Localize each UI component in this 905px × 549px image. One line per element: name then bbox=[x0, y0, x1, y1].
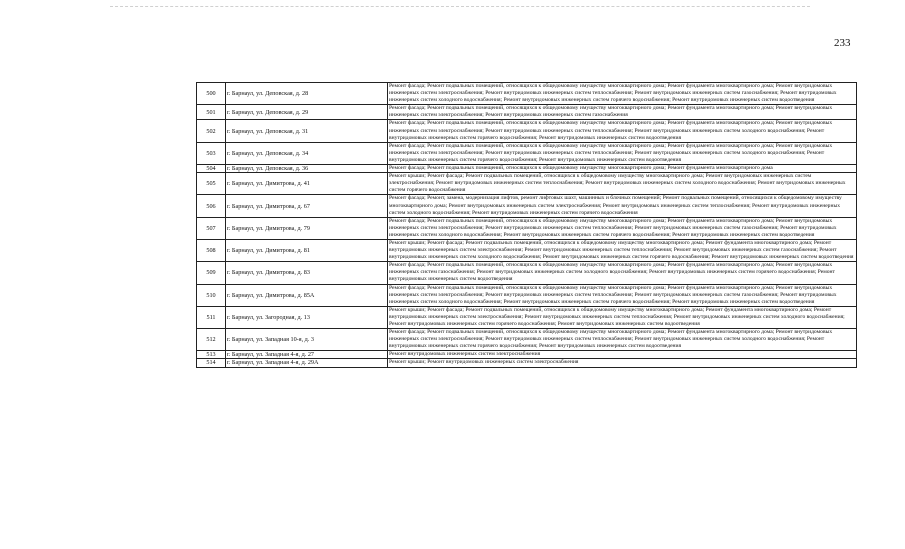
page-number: 233 bbox=[834, 37, 851, 49]
row-address: г. Барнаул, ул. Деповская, д. 28 bbox=[226, 83, 388, 105]
table-row bbox=[197, 284, 857, 306]
row-works: Ремонт крыши; Ремонт внутридомовых инженерных систем электроснабжения bbox=[388, 359, 857, 367]
row-works: Ремонт фасада; Ремонт подвальных помещений, относящихся к общедомовому имуществу многоквартирного дома; Ремонт фундамента многоквартирного дома; Ремонт внутридомовых инженерных систем электроснабжения; Ремонт внутридомовых инженерных систем газоснабжения bbox=[388, 105, 857, 120]
table-row bbox=[197, 351, 857, 359]
row-address: г. Барнаул, ул. Западная 4-я, д. 27 bbox=[226, 351, 388, 359]
table-row bbox=[197, 359, 857, 367]
row-number: 508 bbox=[197, 239, 226, 261]
row-address: г. Барнаул, ул. Западная 4-я, д. 29А bbox=[226, 359, 388, 367]
repair-registry-table bbox=[196, 82, 857, 368]
table-row bbox=[197, 173, 857, 195]
row-number: 514 bbox=[197, 359, 226, 367]
table-row bbox=[197, 165, 857, 173]
row-works: Ремонт фасада; Ремонт подвальных помещений, относящихся к общедомовому имуществу многоквартирного дома; Ремонт фундамента многоквартирного дома; Ремонт внутридомовых инженерных систем электроснабжения; Ремонт внутридомовых инженерных систем теплоснабжения; Ремонт внутридомовых инженерных систем холодного водоснабжения; Ремонт внутридомовых инженерных систем горячего водоснабжения; Ремонт внутридомовых инженерных систем водоотведения bbox=[388, 142, 857, 164]
table-row bbox=[197, 239, 857, 261]
row-number: 512 bbox=[197, 329, 226, 351]
row-number: 510 bbox=[197, 284, 226, 306]
row-works: Ремонт фасада; Ремонт подвальных помещений, относящихся к общедомовому имуществу многоквартирного дома; Ремонт фундамента многоквартирного дома; Ремонт внутридомовых инженерных систем электроснабжения; Ремонт внутридомовых инженерных систем теплоснабжения; Ремонт внутридомовых инженерных систем газоснабжения; Ремонт внутридомовых инженерных систем холодного водоснабжения; Ремонт внутридомовых инженерных систем горячего водоснабжения; Ремонт внутридомовых инженерных систем водоотведения bbox=[388, 284, 857, 306]
row-number: 501 bbox=[197, 105, 226, 120]
table-row bbox=[197, 120, 857, 142]
row-number: 511 bbox=[197, 306, 226, 328]
row-address: г. Барнаул, ул. Димитрова, д. 79 bbox=[226, 217, 388, 239]
row-works: Ремонт крыши; Ремонт фасада; Ремонт подвальных помещений, относящихся к общедомовому имуществу многоквартирного дома; Ремонт внутридомовых инженерных систем электроснабжения; Ремонт внутридомовых инженерных систем теплоснабжения; Ремонт внутридомовых инженерных систем холодного водоснабжения; Ремонт внутридомовых инженерных систем горячего водоснабжения bbox=[388, 173, 857, 195]
table-row bbox=[197, 329, 857, 351]
row-number: 507 bbox=[197, 217, 226, 239]
row-works: Ремонт фасада; Ремонт подвальных помещений, относящихся к общедомовому имуществу многоквартирного дома; Ремонт фундамента многоквартирного дома; Ремонт внутридомовых инженерных систем электроснабжения; Ремонт внутридомовых инженерных систем теплоснабжения; Ремонт внутридомовых инженерных систем холодного водоснабжения; Ремонт внутридомовых инженерных систем горячего водоснабжения; Ремонт внутридомовых инженерных систем водоотведения bbox=[388, 329, 857, 351]
row-address: г. Барнаул, ул. Димитрова, д. 41 bbox=[226, 173, 388, 195]
row-works: Ремонт фасада; Ремонт подвальных помещений, относящихся к общедомовому имуществу многоквартирного дома; Ремонт фундамента многоквартирного дома; Ремонт внутридомовых инженерных систем электроснабжения; Ремонт внутридомовых инженерных систем теплоснабжения; Ремонт внутридомовых инженерных систем холодного водоснабжения; Ремонт внутридомовых инженерных систем горячего водоснабжения; Ремонт внутридомовых инженерных систем водоотведения bbox=[388, 120, 857, 142]
row-number: 509 bbox=[197, 262, 226, 284]
row-number: 504 bbox=[197, 165, 226, 173]
table-row bbox=[197, 105, 857, 120]
row-works: Ремонт фасада; Ремонт подвальных помещений, относящихся к общедомовому имуществу многоквартирного дома; Ремонт фундамента многоквартирного дома; Ремонт внутридомовых инженерных систем электроснабжения; Ремонт внутридомовых инженерных систем теплоснабжения; Ремонт внутридомовых инженерных систем газоснабжения; Ремонт внутридомовых инженерных систем холодного водоснабжения; Ремонт внутридомовых инженерных систем горячего водоснабжения; Ремонт внутридомовых инженерных систем водоотведения bbox=[388, 217, 857, 239]
row-address: г. Барнаул, ул. Димитрова, д. 85А bbox=[226, 284, 388, 306]
row-number: 503 bbox=[197, 142, 226, 164]
table-row bbox=[197, 83, 857, 105]
table-row bbox=[197, 195, 857, 217]
row-number: 505 bbox=[197, 173, 226, 195]
row-number: 500 bbox=[197, 83, 226, 105]
table-row bbox=[197, 306, 857, 328]
row-number: 502 bbox=[197, 120, 226, 142]
row-number: 506 bbox=[197, 195, 226, 217]
row-address: г. Барнаул, ул. Димитрова, д. 81 bbox=[226, 239, 388, 261]
registry-body bbox=[197, 83, 857, 368]
row-works: Ремонт крыши; Ремонт фасада; Ремонт подвальных помещений, относящихся к общедомовому имуществу многоквартирного дома; Ремонт фундамента многоквартирного дома; Ремонт внутридомовых инженерных систем электроснабжения; Ремонт внутридомовых инженерных систем теплоснабжения; Ремонт внутридомовых инженерных систем газоснабжения; Ремонт внутридомовых инженерных систем холодного водоснабжения; Ремонт внутридомовых инженерных систем горячего водоснабжения; Ремонт внутридомовых инженерных систем водоотведения bbox=[388, 239, 857, 261]
row-works: Ремонт фасада; Ремонт подвальных помещений, относящихся к общедомовому имуществу многоквартирного дома; Ремонт фундамента многоквартирного дома bbox=[388, 165, 857, 173]
row-works: Ремонт внутридомовых инженерных систем электроснабжения bbox=[388, 351, 857, 359]
table-row bbox=[197, 262, 857, 284]
table-row bbox=[197, 142, 857, 164]
row-works: Ремонт фасада; Ремонт, замена, модернизация лифтов, ремонт лифтовых шахт, машинных и блочных помещений; Ремонт подвальных помещений, относящихся к общедомовому имуществу многоквартирного дома; Ремонт внутридомовых инженерных систем электроснабжения; Ремонт внутридомовых инженерных систем теплоснабжения; Ремонт внутридомовых инженерных систем холодного водоснабжения; Ремонт внутридомовых инженерных систем горячего водоснабжения bbox=[388, 195, 857, 217]
row-address: г. Барнаул, ул. Деповская, д. 34 bbox=[226, 142, 388, 164]
row-works: Ремонт фасада; Ремонт подвальных помещений, относящихся к общедомовому имуществу многоквартирного дома; Ремонт фундамента многоквартирного дома; Ремонт внутридомовых инженерных систем газоснабжения; Ремонт внутридомовых инженерных систем холодного водоснабжения; Ремонт внутридомовых инженерных систем горячего водоснабжения; Ремонт внутридомовых инженерных систем водоотведения bbox=[388, 262, 857, 284]
row-number: 513 bbox=[197, 351, 226, 359]
row-address: г. Барнаул, ул. Димитрова, д. 67 bbox=[226, 195, 388, 217]
row-address: г. Барнаул, ул. Димитрова, д. 83 bbox=[226, 262, 388, 284]
table-row bbox=[197, 217, 857, 239]
row-works: Ремонт крыши; Ремонт фасада; Ремонт подвальных помещений, относящихся к общедомовому имуществу многоквартирного дома; Ремонт фундамента многоквартирного дома; Ремонт внутридомовых инженерных систем электроснабжения; Ремонт внутридомовых инженерных систем теплоснабжения; Ремонт внутридомовых инженерных систем холодного водоснабжения; Ремонт внутридомовых инженерных систем горячего водоснабжения; Ремонт внутридомовых инженерных систем водоотведения bbox=[388, 306, 857, 328]
row-works: Ремонт фасада; Ремонт подвальных помещений, относящихся к общедомовому имуществу многоквартирного дома; Ремонт фундамента многоквартирного дома; Ремонт внутридомовых инженерных систем электроснабжения; Ремонт внутридомовых инженерных систем теплоснабжения; Ремонт внутридомовых инженерных систем газоснабжения; Ремонт внутридомовых инженерных систем холодного водоснабжения; Ремонт внутридомовых инженерных систем горячего водоснабжения; Ремонт внутридомовых инженерных систем водоотведения bbox=[388, 83, 857, 105]
scan-edge-line bbox=[110, 6, 810, 8]
row-address: г. Барнаул, ул. Западная 10-я, д. 3 bbox=[226, 329, 388, 351]
row-address: г. Барнаул, ул. Деповская, д. 31 bbox=[226, 120, 388, 142]
row-address: г. Барнаул, ул. Загородная, д. 13 bbox=[226, 306, 388, 328]
row-address: г. Барнаул, ул. Деповская, д. 29 bbox=[226, 105, 388, 120]
row-address: г. Барнаул, ул. Деповская, д. 36 bbox=[226, 165, 388, 173]
